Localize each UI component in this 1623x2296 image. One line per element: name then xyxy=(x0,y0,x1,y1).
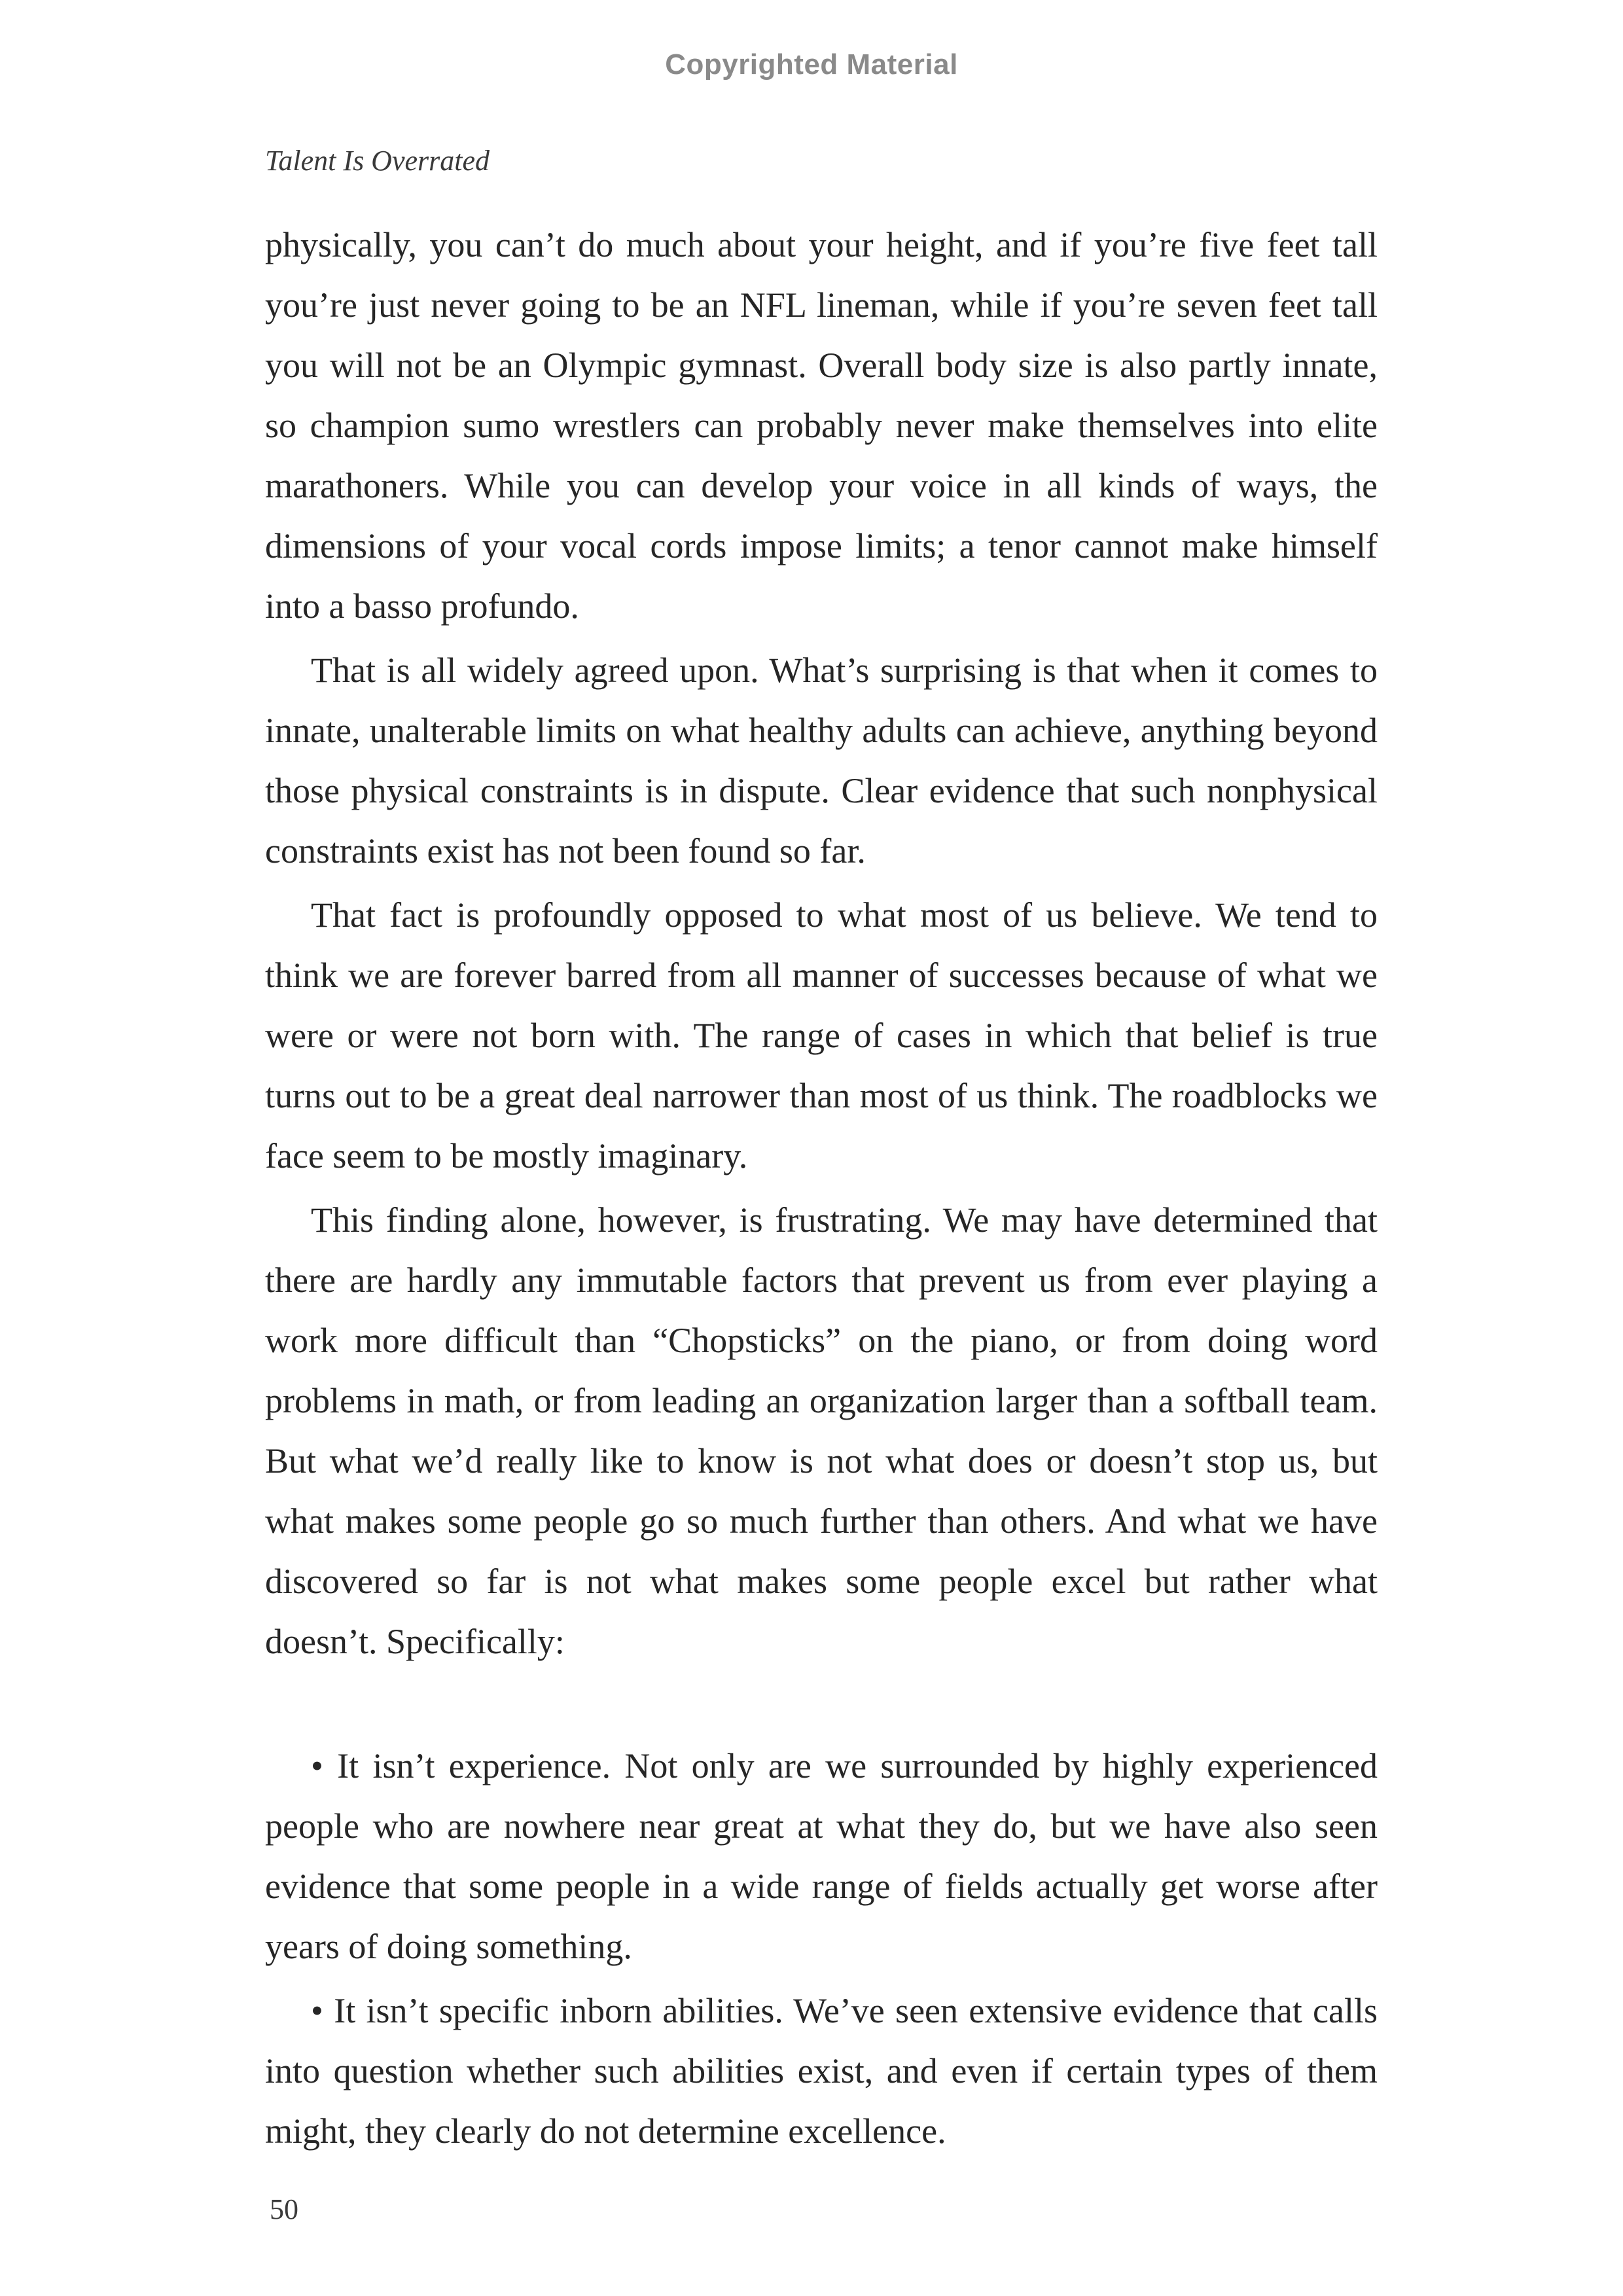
bullet-item: • It isn’t specific inborn abilities. We’ve seen extensive evidence that calls into question whether such abilities exist, and even if certain types of them might, they clearly do not determine excellence. xyxy=(265,1991,1378,2151)
paragraph-2: That is all widely agreed upon. What’s surprising is that when it comes to innate, unalterable limits on what healthy adults can achieve, anything beyond those physical constraints is in dispute. Clear evidence that such nonphysical constraints exist has not been found so far. xyxy=(265,651,1378,870)
paragraph-3: That fact is profoundly opposed to what most of us believe. We tend to think we are forever barred from all manner of successes because of what we were or were not born with. The range of cases in which that belief is true turns out to be a great deal narrower than most of us think. The roadblocks we face seem to be mostly imaginary. xyxy=(265,895,1378,1175)
paragraph-4: This finding alone, however, is frustrating. We may have determined that there are hardly any immutable factors that prevent us from ever playing a work more difficult than “Chopsticks” on the piano, or from doing word problems in math, or from leading an organization larger than a softball team. But what we’d really like to know is not what does or doesn’t stop us, but what makes some people go so much further than others. And what we have discovered so far is not what makes some people excel but rather what doesn’t. Specifically: xyxy=(265,1200,1378,1661)
bullet-item: • It isn’t experience. Not only are we surrounded by highly experienced people who are nowhere near great at what they do, but we have also seen evidence that some people in a wide range of fields actually get worse after years of doing something. xyxy=(265,1746,1378,1966)
copyright-watermark: Copyrighted Material xyxy=(665,48,958,81)
running-head: Talent Is Overrated xyxy=(265,145,490,177)
page-number: 50 xyxy=(270,2193,298,2225)
list-spacer xyxy=(265,1676,1378,1736)
paragraph-1: physically, you can’t do much about your height, and if you’re five feet tall you’re just never going to be an NFL lineman, while if you’re seven feet tall you will not be an Olympic gymnast. Overall body size is also partly innate, so champion sumo wrestlers can probably never make themselves into elite marathoners. While you can develop your voice in all kinds of ways, the dimensions of your vocal cords impose limits; a tenor cannot make himself into a basso profundo. xyxy=(265,225,1378,626)
body-text xyxy=(265,215,1378,2165)
